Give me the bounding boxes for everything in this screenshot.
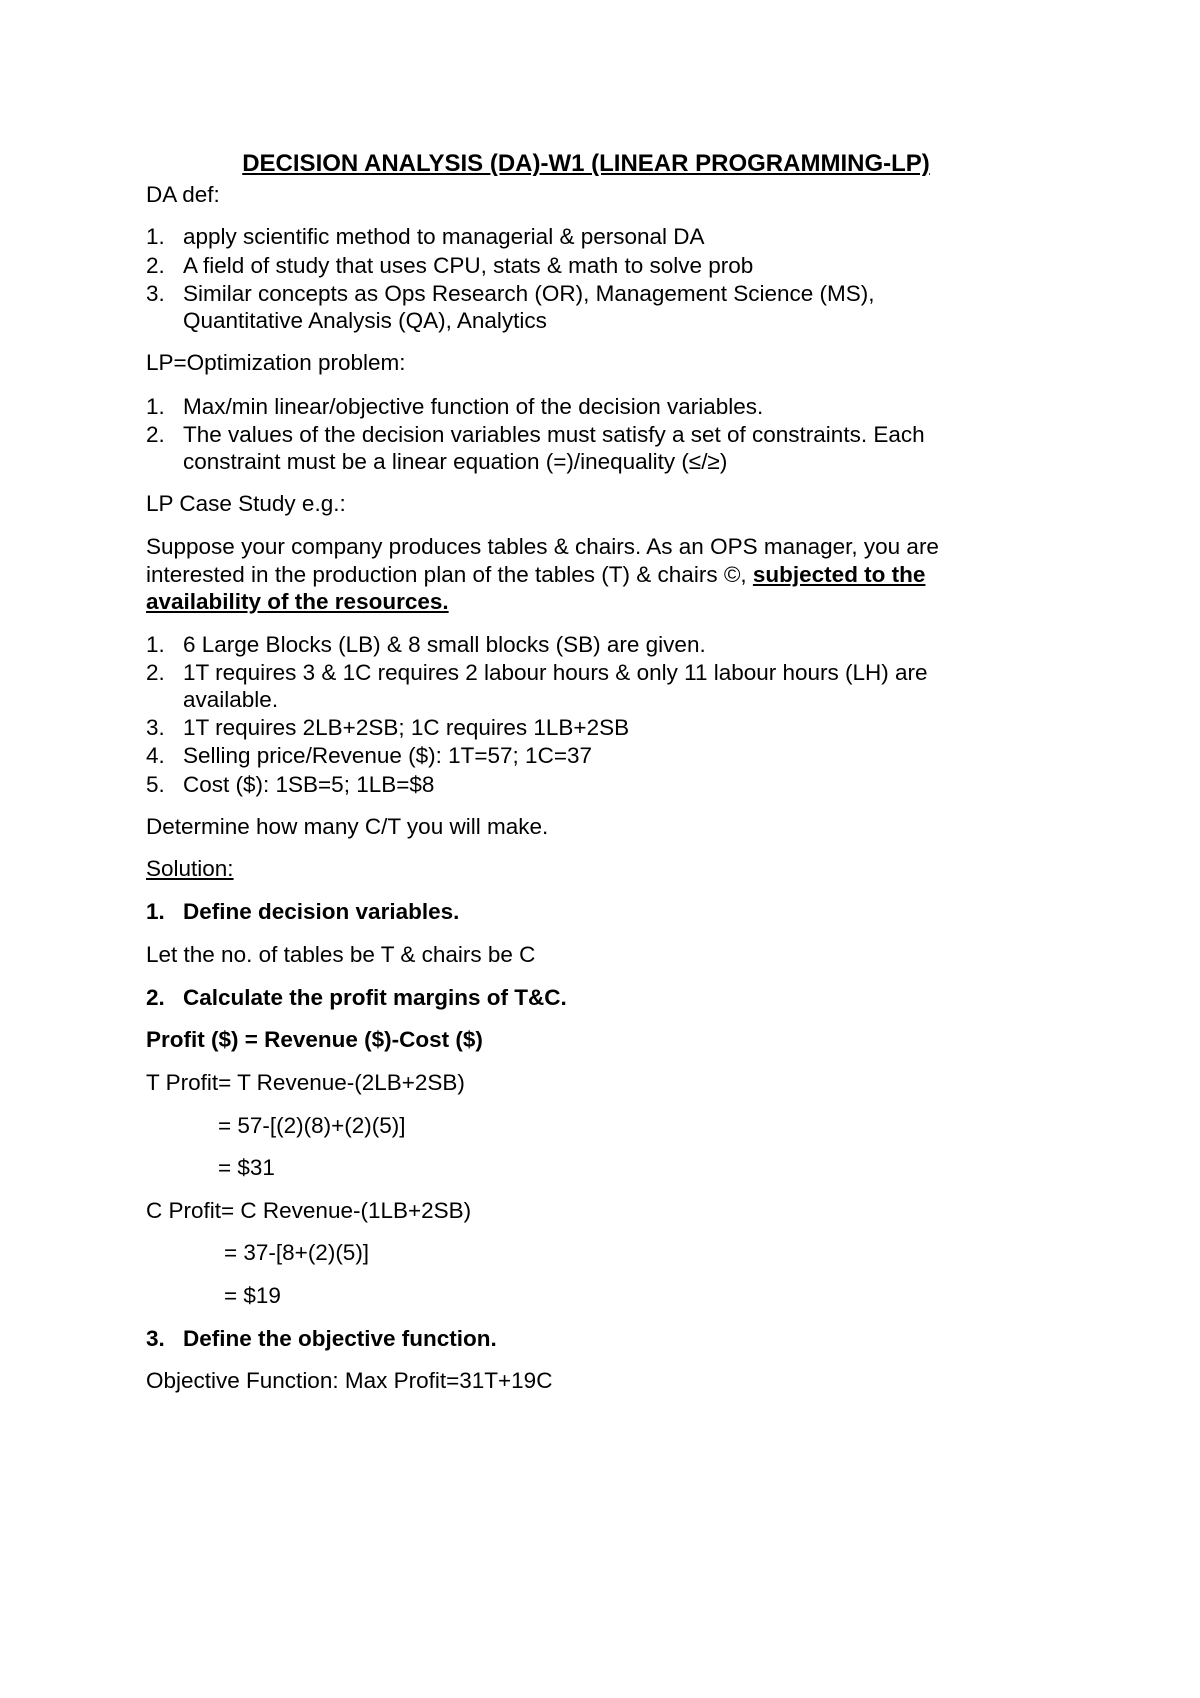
list-number: 1. [146,394,165,419]
list-item-text-continued: Quantitative Analysis (QA), Analytics [183,308,547,333]
objective-function: Objective Function: Max Profit=31T+19C [146,1368,553,1393]
step-title: Calculate the profit margins of T&C. [183,985,567,1010]
t-profit-line: = $31 [218,1155,275,1180]
list-item-text-continued: available. [183,687,279,712]
list-number: 3. [146,715,165,740]
list-item-text: 6 Large Blocks (LB) & 8 small blocks (SB) are given. [183,632,706,657]
c-profit-line: C Profit= C Revenue-(1LB+2SB) [146,1198,472,1223]
list-item-text: A field of study that uses CPU, stats & math to solve prob [183,253,754,278]
step-title: Define the objective function. [183,1326,497,1351]
case-paragraph-line [146,560,925,590]
da-def-label: DA def: [146,182,220,207]
list-item-text: Max/min linear/objective function of the decision variables. [183,394,764,419]
step-body: Let the no. of tables be T & chairs be C [146,942,536,967]
list-number: 2. [146,660,165,685]
profit-formula: Profit ($) = Revenue ($)-Cost ($) [146,1027,483,1052]
document-title: DECISION ANALYSIS (DA)-W1 (LINEAR PROGRAMMING-LP) [242,150,930,177]
list-number: 2. [146,422,165,447]
step-number: 2. [146,985,165,1010]
case-paragraph-line: Suppose your company produces tables & chairs. As an OPS manager, you are [146,534,939,559]
t-profit-line: T Profit= T Revenue-(2LB+2SB) [146,1070,465,1095]
c-profit-line: = 37-[8+(2)(5)] [224,1240,370,1265]
list-number: 1. [146,632,165,657]
list-number: 2. [146,253,165,278]
step-number: 1. [146,899,165,924]
list-item-text: apply scientific method to managerial & personal DA [183,224,705,249]
list-number: 3. [146,281,165,306]
list-item-text: The values of the decision variables must satisfy a set of constraints. Each [183,422,925,447]
c-profit-line: = $19 [224,1283,281,1308]
case-study-label: LP Case Study e.g.: [146,491,346,516]
list-item-text: 1T requires 3 & 1C requires 2 labour hours & only 11 labour hours (LH) are [183,660,928,685]
list-item-text: Cost ($): 1SB=5; 1LB=$8 [183,772,435,797]
document-page [146,0,1026,1698]
list-item-text: Similar concepts as Ops Research (OR), Management Science (MS), [183,281,875,306]
case-paragraph-emphasis: availability of the resources. [146,589,449,614]
determine-text: Determine how many C/T you will make. [146,814,549,839]
case-paragraph-text: interested in the production plan of the tables (T) & chairs ©, [146,562,753,587]
list-item-text-continued: constraint must be a linear equation (=)/inequality (≤/≥) [183,449,728,474]
list-number: 1. [146,224,165,249]
list-number: 4. [146,743,165,768]
list-item-text: Selling price/Revenue ($): 1T=57; 1C=37 [183,743,592,768]
list-item-text: 1T requires 2LB+2SB; 1C requires 1LB+2SB [183,715,630,740]
t-profit-line: = 57-[(2)(8)+(2)(5)] [218,1113,406,1138]
solution-label: Solution: [146,856,234,881]
step-number: 3. [146,1326,165,1351]
list-number: 5. [146,772,165,797]
case-paragraph-emphasis: subjected to the [752,562,926,587]
lp-label: LP=Optimization problem: [146,350,406,375]
step-title: Define decision variables. [183,899,460,924]
